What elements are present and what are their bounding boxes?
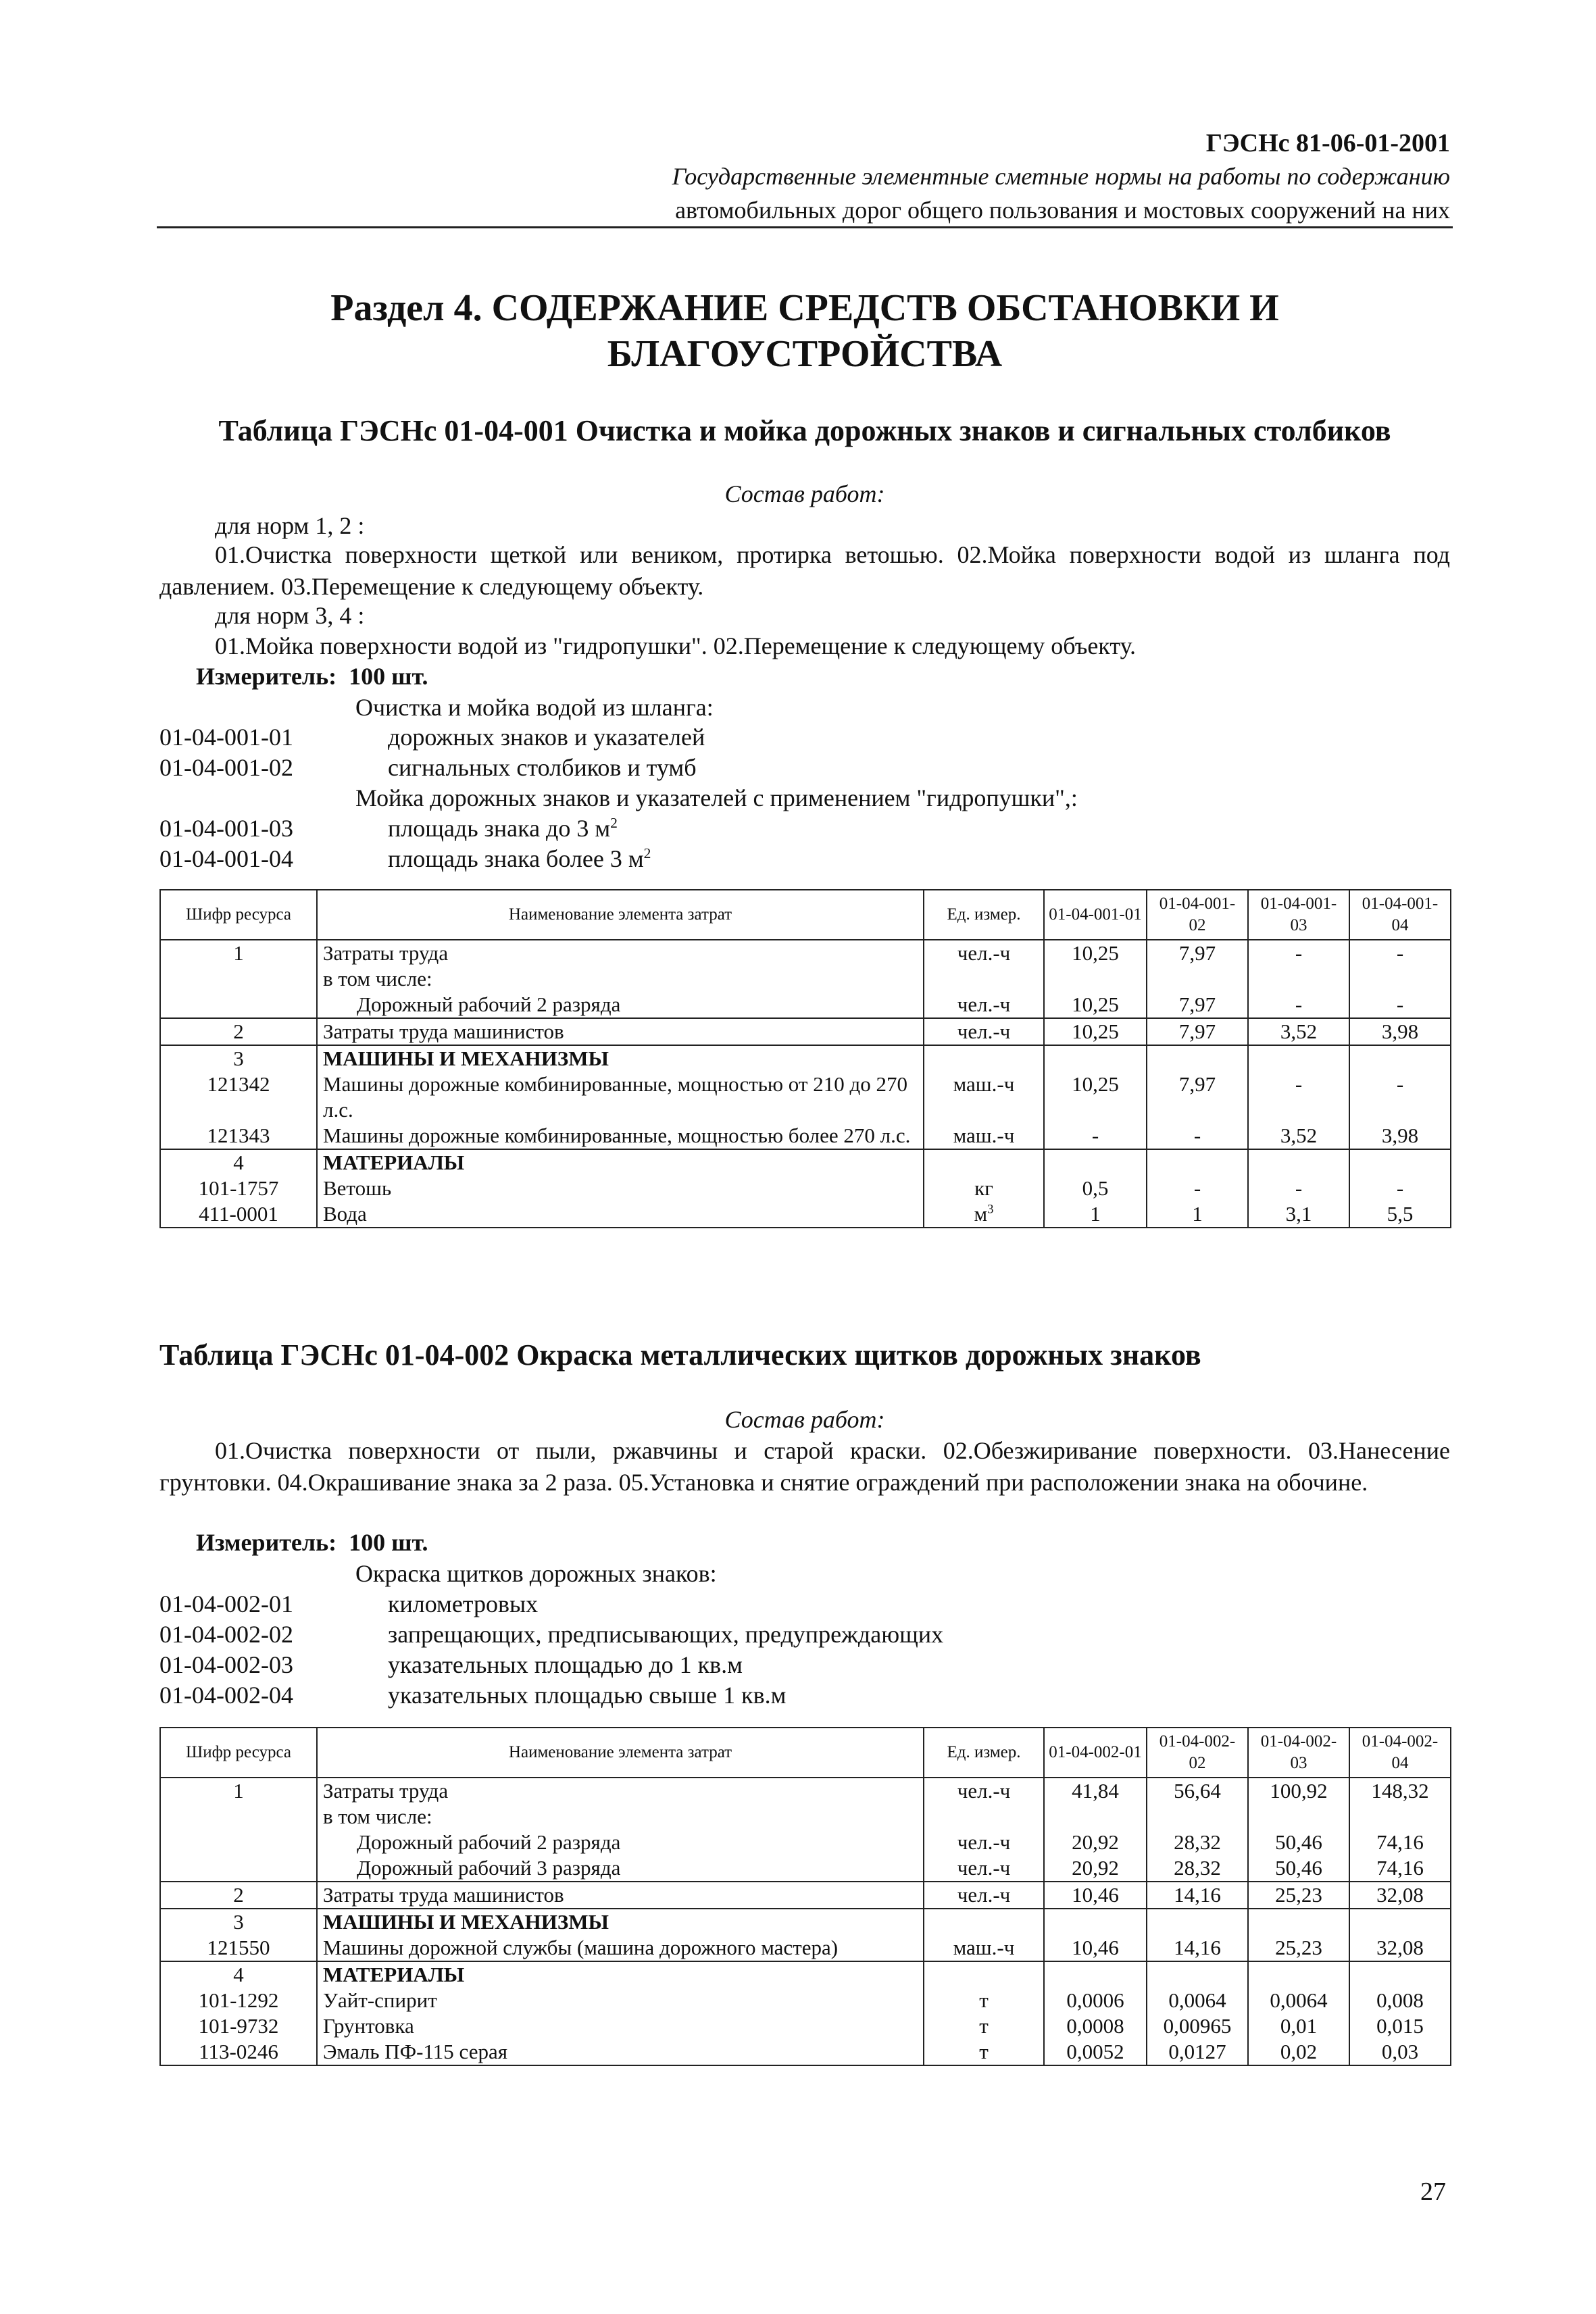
table2-code-name-4: указательных площадью свыше 1 кв.м: [388, 1682, 787, 1709]
document-code: ГЭСНс 81-06-01-2001: [1205, 129, 1450, 157]
table2-measure: Измеритель: 100 шт.: [196, 1529, 428, 1556]
col-norm-1: 01-04-001-01: [1044, 890, 1147, 940]
table-row: 101-1757 Ветошь кг 0,5 - - -: [160, 1176, 1451, 1201]
table2-code-name-1: километровых: [388, 1590, 539, 1617]
table-row: 101-9732 Грунтовка т 0,0008 0,00965 0,01 0,015: [160, 2013, 1451, 2039]
table-row: 4 МАТЕРИАЛЫ: [160, 1149, 1451, 1176]
table2-code-3: 01-04-002-03: [159, 1651, 293, 1678]
table1-title: Таблица ГЭСНс 01-04-001 Очистка и мойка дорожных знаков и сигнальных столбиков: [218, 414, 1391, 447]
table-row: 2 Затраты труда машинистов чел.-ч 10,25 7,97 3,52 3,98: [160, 1018, 1451, 1045]
table1-header-row: [160, 890, 1451, 940]
col-unit: Ед. измер.: [924, 890, 1044, 940]
table1-code-name-2: сигнальных столбиков и тумб: [388, 754, 697, 781]
col-name: Наименование элемента затрат: [317, 1728, 924, 1778]
col-norm-4: 01-04-002-04: [1349, 1728, 1451, 1778]
table2-code-1: 01-04-002-01: [159, 1590, 293, 1617]
col-norm-3: 01-04-001-03: [1248, 890, 1349, 940]
table2-header-row: [160, 1728, 1451, 1778]
table2-title: Таблица ГЭСНс 01-04-002 Окраска металлических щитков дорожных знаков: [159, 1338, 1201, 1372]
table1-for-norms-a: для норм 1, 2 :: [215, 512, 365, 539]
col-norm-2: 01-04-001-02: [1147, 890, 1248, 940]
table-row: в том числе:: [160, 966, 1451, 992]
table-row: 1 Затраты труда чел.-ч 41,84 56,64 100,92 148,32: [160, 1778, 1451, 1804]
table-row: 3 МАШИНЫ И МЕХАНИЗМЫ: [160, 1045, 1451, 1072]
table-row: 411-0001 Вода $м^3$ 1 1 3,1 5,5: [160, 1201, 1451, 1228]
table2-code-name-3: указательных площадью до 1 кв.м: [388, 1651, 743, 1678]
table1-group2: Мойка дорожных знаков и указателей с применением "гидропушки",:: [355, 784, 1078, 811]
header-title-line1: Государственные элементные сметные нормы на работы по содержанию: [672, 163, 1450, 190]
table1-works-b: 01.Мойка поверхности водой из "гидропушки". 02.Перемещение к следующему объекту.: [215, 632, 1136, 659]
table-row: Дорожный рабочий 2 разряда чел.-ч 10,25 7,97 - -: [160, 992, 1451, 1018]
table1-resources: [159, 889, 1451, 1228]
table-row: Дорожный рабочий 2 разряда чел.-ч 20,92 28,32 50,46 74,16: [160, 1830, 1451, 1855]
col-norm-3: 01-04-002-03: [1248, 1728, 1349, 1778]
table-row: 121550 Машины дорожной службы (машина дорожного мастера) маш.-ч 10,46 14,16 25,23 32,08: [160, 1935, 1451, 1961]
col-norm-1: 01-04-002-01: [1044, 1728, 1147, 1778]
page-number: 27: [1420, 2178, 1446, 2206]
table-row: в том числе:: [160, 1804, 1451, 1830]
col-unit: Ед. измер.: [924, 1728, 1044, 1778]
table1-code-4: 01-04-001-04: [159, 845, 293, 872]
table2-composition-label: Состав работ:: [724, 1406, 885, 1433]
table1-group1: Очистка и мойка водой из шланга:: [355, 694, 714, 721]
table-row: 1 Затраты труда чел.-ч 10,25 7,97 - -: [160, 940, 1451, 966]
table1-for-norms-b: для норм 3, 4 :: [215, 602, 365, 629]
col-name: Наименование элемента затрат: [317, 890, 924, 940]
header-title-line2: автомобильных дорог общего пользования и мостовых сооружений на них: [675, 197, 1450, 224]
table1-measure: Измеритель: 100 шт.: [196, 663, 428, 690]
table2-resources: [159, 1727, 1451, 2066]
table2-code-4: 01-04-002-04: [159, 1682, 293, 1709]
table1-code-name-3: площадь знака до 3 $м^2$: [388, 815, 618, 842]
col-norm-2: 01-04-002-02: [1147, 1728, 1248, 1778]
table-row: 3 МАШИНЫ И МЕХАНИЗМЫ: [160, 1909, 1451, 1935]
table2-group1: Окраска щитков дорожных знаков:: [355, 1560, 717, 1587]
table-row: 101-1292 Уайт-спирит т 0,0006 0,0064 0,0064 0,008: [160, 1988, 1451, 2013]
table1-code-2: 01-04-001-02: [159, 754, 293, 781]
table2-works: 01.Очистка поверхности от пыли, ржавчины и старой краски. 02.Обезжиривание поверхности. 03.Нанесение грунтовки. 04.Окрашивание знака за 2 раза. 05.Установка и снятие ограждений при расположении знака на обочине.: [159, 1437, 1450, 1496]
table-row: 113-0246 Эмаль ПФ-115 серая т 0,0052 0,0127 0,02 0,03: [160, 2039, 1451, 2065]
table-row: 2 Затраты труда машинистов чел.-ч 10,46 14,16 25,23 32,08: [160, 1882, 1451, 1909]
col-norm-4: 01-04-001-04: [1349, 890, 1451, 940]
table-row: 4 МАТЕРИАЛЫ: [160, 1961, 1451, 1988]
table-row: Дорожный рабочий 3 разряда чел.-ч 20,92 28,32 50,46 74,16: [160, 1855, 1451, 1882]
table2-code-name-2: запрещающих, предписывающих, предупреждающих: [388, 1621, 944, 1648]
table1-composition-label: Состав работ:: [724, 480, 885, 507]
table2-code-2: 01-04-002-02: [159, 1621, 293, 1648]
table-row: 121342 Машины дорожные комбинированные, мощностью от 210 до 270 л.с. маш.-ч 10,25 7,97 - -: [160, 1072, 1451, 1123]
col-resource: Шифр ресурса: [160, 1728, 317, 1778]
table1-code-name-1: дорожных знаков и указателей: [388, 724, 705, 751]
header-rule: [157, 226, 1453, 228]
table-row: 121343 Машины дорожные комбинированные, мощностью более 270 л.с. маш.-ч - - 3,52 3,98: [160, 1123, 1451, 1149]
table1-code-name-4: площадь знака более 3 $м^2$: [388, 845, 651, 872]
col-resource: Шифр ресурса: [160, 890, 317, 940]
table1-code-1: 01-04-001-01: [159, 724, 293, 751]
table1-code-3: 01-04-001-03: [159, 815, 293, 842]
table1-works-a: 01.Очистка поверхности щеткой или веником, протирка ветошью. 02.Мойка поверхности водой из шланга под давлением. 03.Перемещение к следующему объекту.: [159, 541, 1450, 600]
section-title: Раздел 4. СОДЕРЖАНИЕ СРЕДСТВ ОБСТАНОВКИ И БЛАГОУСТРОЙСТВА: [330, 287, 1279, 375]
